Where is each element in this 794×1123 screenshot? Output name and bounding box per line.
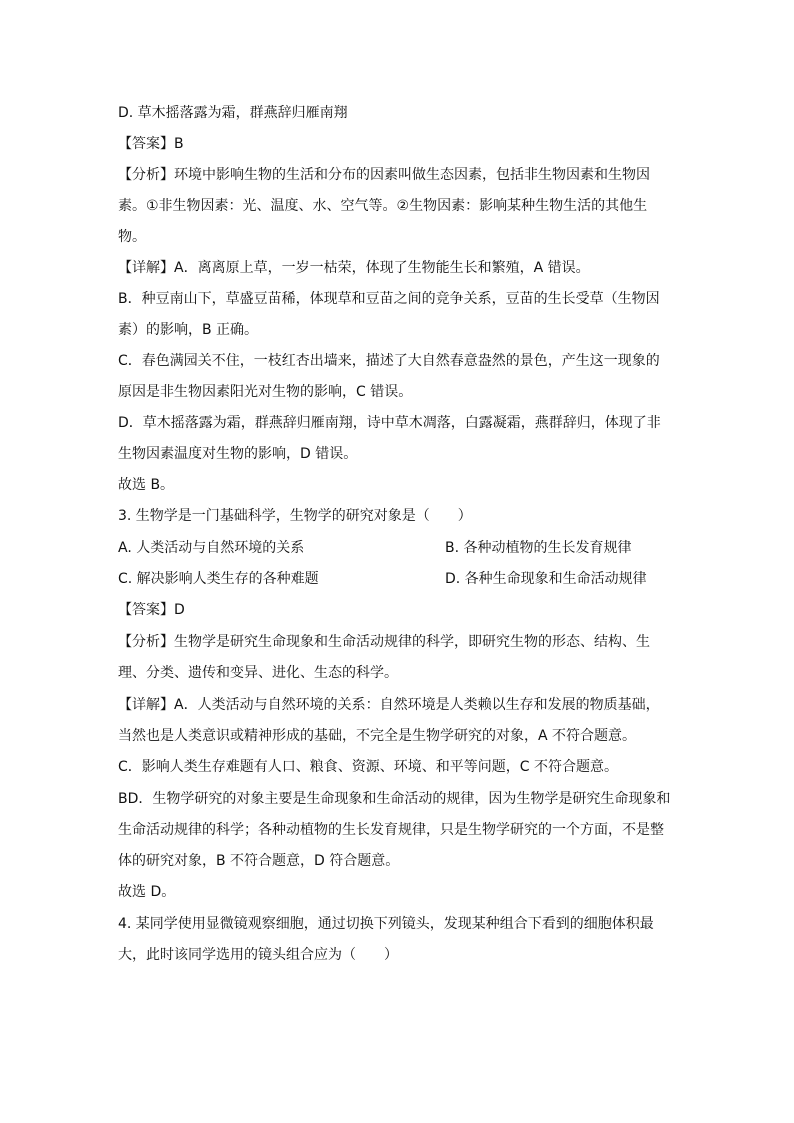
q2-detail-b-line-2: 素）的影响，B 正确。 xyxy=(118,322,259,338)
q3-detail-a-line-1: 【详解】A．人类活动与自然环境的关系：自然环境是人类赖以生存和发展的物质基础， xyxy=(118,697,660,713)
q3-conclusion: 故选 D。 xyxy=(118,884,176,900)
q2-detail-d-line-1: D．草木摇落露为霜，群燕辞归雁南翔，诗中草木凋落，白露凝霜，燕群辞归，体现了非 xyxy=(118,415,661,431)
q2-detail-a: 【详解】A．离离原上草，一岁一枯荣，体现了生物能生长和繁殖，A 错误。 xyxy=(118,260,590,276)
q4-stem-line-2: 大，此时该同学选用的镜头组合应为（ ） xyxy=(118,947,398,963)
q3-answer: 【答案】D xyxy=(118,602,185,618)
q2-detail-c-line-2: 原因是非生物因素阳光对生物的影响，C 错误。 xyxy=(118,384,413,400)
q2-detail-d-line-2: 生物因素温度对生物的影响，D 错误。 xyxy=(118,446,358,462)
q3-option-b: B. 各种动植物的生长发育规律 xyxy=(445,540,632,556)
q2-analysis-line-1: 【分析】环境中影响生物的生活和分布的因素叫做生态因素，包括非生物因素和生物因 xyxy=(118,167,650,183)
q3-stem: 3. 生物学是一门基础科学，生物学的研究对象是（ ） xyxy=(118,508,472,524)
q2-analysis-line-2: 素。①非生物因素：光、温度、水、空气等。②生物因素：影响某种生物生活的其他生 xyxy=(118,198,648,214)
q2-detail-b-line-1: B．种豆南山下，草盛豆苗稀，体现草和豆苗之间的竞争关系，豆苗的生长受草（生物因 xyxy=(118,291,660,307)
q3-analysis-line-1: 【分析】生物学是研究生命现象和生命活动规律的科学，即研究生物的形态、结构、生 xyxy=(118,634,650,650)
q3-detail-a-line-2: 当然也是人类意识或精神形成的基础，不完全是生物学研究的对象，A 不符合题意。 xyxy=(118,728,637,744)
q2-analysis-line-3: 物。 xyxy=(118,229,146,245)
q4-stem-line-1: 4. 某同学使用显微镜观察细胞，通过切换下列镜头，发现某种组合下看到的细胞体积最 xyxy=(118,916,654,932)
q3-detail-bd-line-2: 生命活动规律的科学；各种动植物的生长发育规律，只是生物学研究的一个方面，不是整 xyxy=(118,822,664,838)
q3-analysis-line-2: 理、分类、遗传和变异、进化、生态的科学。 xyxy=(118,665,398,681)
q3-detail-c: C．影响人类生存难题有人口、粮食、资源、环境、和平等问题，C 不符合题意。 xyxy=(118,759,618,775)
q2-detail-c-line-1: C．春色满园关不住，一枝红杏出墙来，描述了大自然春意盎然的景色，产生这一现象的 xyxy=(118,353,660,369)
q2-option-d: D. 草木摇落露为霜，群燕辞归雁南翔 xyxy=(118,105,348,121)
q3-option-d: D. 各种生命现象和生命活动规律 xyxy=(445,571,647,587)
q3-detail-bd-line-1: BD．生物学研究的对象主要是生命现象和生命活动的规律，因为生物学是研究生命现象和 xyxy=(118,791,671,807)
q3-option-c: C. 解决影响人类生存的各种难题 xyxy=(118,571,319,587)
q2-answer: 【答案】B xyxy=(118,136,184,152)
q3-detail-bd-line-3: 体的研究对象，B 不符合题意，D 符合题意。 xyxy=(118,853,400,869)
q2-conclusion: 故选 B。 xyxy=(118,477,175,493)
q3-option-a: A. 人类活动与自然环境的关系 xyxy=(118,540,305,556)
